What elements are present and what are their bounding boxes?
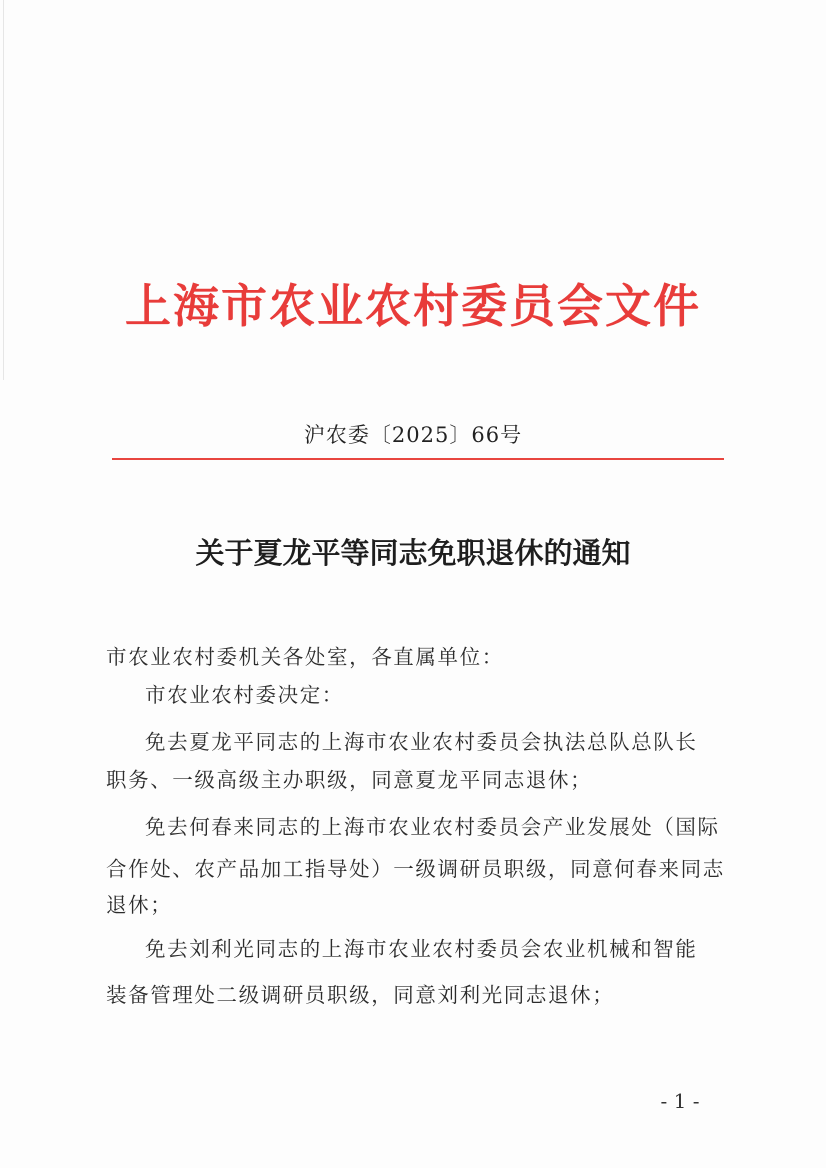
issuer-header-title: 上海市农业农村委员会文件 (125, 279, 701, 333)
document-number: 沪农委〔2025〕66号 (303, 423, 523, 447)
item-3-line-2: 装备管理处二级调研员职级，同意刘利光同志退休； (106, 983, 615, 1007)
item-3-line-1: 免去刘利光同志的上海市农业农村委员会农业机械和智能 (145, 937, 698, 961)
item-1-line-1: 免去夏龙平同志的上海市农业农村委员会执法总队总队长 (145, 730, 698, 754)
item-1-line-2: 职务、一级高级主办职级，同意夏龙平同志退休； (106, 768, 593, 792)
page-number: - 1 - (660, 1089, 700, 1113)
item-2-line-2: 合作处、农产品加工指导处）一级调研员职级，同意何春来同志 (106, 857, 725, 881)
decision-intro: 市农业农村委决定： (145, 683, 344, 707)
item-2-line-3: 退休； (106, 893, 173, 917)
salutation: 市农业农村委机关各处室，各直属单位： (106, 645, 504, 669)
item-2-line-1: 免去何春来同志的上海市农业农村委员会产业发展处（国际 (145, 815, 720, 839)
notice-title: 关于夏龙平等同志免职退休的通知 (195, 536, 631, 570)
red-separator-rule (112, 458, 724, 460)
